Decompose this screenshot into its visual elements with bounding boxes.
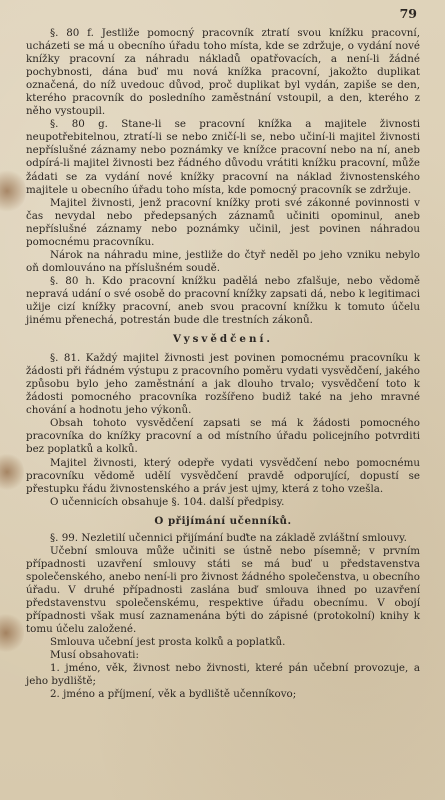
paragraph: O učennicích obsahuje §. 104. další předpisy. <box>50 495 285 508</box>
section-heading: O přijímání učenníků. <box>154 514 292 527</box>
paragraph: Musí obsahovati: <box>50 649 139 662</box>
paragraph: Učební smlouva může učiniti se ústně nebo písemně; v prvním případnosti uzavření smlouvy státi se má buď u představenstva společenského, anebo není-li pro živnost žádného společenstva, u obecního úřadu. V druhé případnosti zaslána buď smlouva ihned po uzavření představenstvu společenskému, respektive úřadu obecnímu. V obojí případnosti však musí zaznamenána býti do zápisné (protokolní) knihy k tomu účelu založené. <box>26 544 420 636</box>
paragraph: §. 99. Nezletilí učennici přijímání buďte na základě zvláštní smlouvy. <box>50 531 407 544</box>
paragraph: §. 81. Každý majitel živnosti jest povinen pomocnému pracovníku k žádosti při řádném výstupu z pracovního poměru vydati vysvědčení, jakého způsobu bylo jeho zaměstnání a jak dlouho trvalo; vysvědčení toto k žádosti pomocného pracovníka rozšířeno budiž také na jeho mravné chování a hodnotu jeho výkonů. <box>26 352 420 417</box>
paragraph: Smlouva učební jest prosta kolků a poplatků. <box>50 636 286 649</box>
paragraph: Nárok na náhradu mine, jestliže do čtyř neděl po jeho vzniku nebylo oň domlouváno na příslušném soudě. <box>26 248 420 274</box>
stain-left-middle <box>0 452 24 492</box>
paragraph: Majitel živnosti, který odepře vydati vysvědčení nebo pomocnému pracovníku vědomě udělí vysvědčení pravdě odporující, dopustí se přestupku řádu živnostenského a práv jest ujmy, která z toho vzešla. <box>26 456 420 495</box>
paragraph: 1. jméno, věk, živnost nebo živnosti, které pán učební provozuje, a jeho bydliště; <box>26 662 420 688</box>
section-heading: Vysvědčení. <box>173 333 273 346</box>
paragraph: §. 80 h. Kdo pracovní knížku padělá nebo zfalšuje, nebo vědomě nepravá udání o své osobě do pracovní knížky zapsati dá, nebo k legitimaci užije cizí knížky pracovní, aneb svou pracovní knížku k tomuto účelu jinému přenechá, potrestán bude dle trestních zákonů. <box>26 274 420 327</box>
paragraph: Majitel živnosti, jenž pracovní knížky proti své zákonné povinnosti v čas nevydal nebo předepsaných záznamů učiniti opominul, aneb nepříslušné záznamy nebo poznámky učinil, jest povinen náhradou pomocnému pracovníku. <box>26 196 420 248</box>
stain-left-upper <box>0 168 26 214</box>
paragraph: Obsah tohoto vysvědčení zapsati se má k žádosti pomocného pracovníka do knížky pracovní a od místního úřadu policejního potvrditi bez poplatků a kolků. <box>26 417 420 456</box>
page-number: 79 <box>399 6 417 21</box>
paragraph: §. 80 g. Stane-li se pracovní knížka a majitele živnosti neupotřebitelnou, ztratí-li se nebo zničí-li se, nebo učiní-li majitel živnosti nepříslušné záznamy nebo poznámky ve knížce pracovní nebo na ní, aneb odpírá-li majitel živnosti bez řádného důvodu vrátiti knížku pracovní, může žádati se za vydání nové knížky pracovní na náklad živnostenského majitele u obecního úřadu toho místa, kde pomocný pracovník se zdržuje. <box>26 118 420 196</box>
paragraph: 2. jméno a příjmení, věk a bydliště učenníkovo; <box>50 688 297 701</box>
paragraph: §. 80 f. Jestliže pomocný pracovník ztratí svou knížku pracovní, ucházeti se má u obecního úřadu toho místa, kde se zdržuje, o vydání nové knížky pracovní za náhradu nákladů opatřovacích, a není-li žádné pochybnosti, dána buď mu nová knížka pracovní, jakožto duplikat označená, do níž uvedouc důvod, proč duplikat byl vydán, zapiše se den, kterého pracovník do posledního zaměstnání vstoupil, a den, kterého z něho vystoupil. <box>26 27 420 118</box>
page-text <box>26 27 420 701</box>
stain-left-lower <box>0 612 24 654</box>
